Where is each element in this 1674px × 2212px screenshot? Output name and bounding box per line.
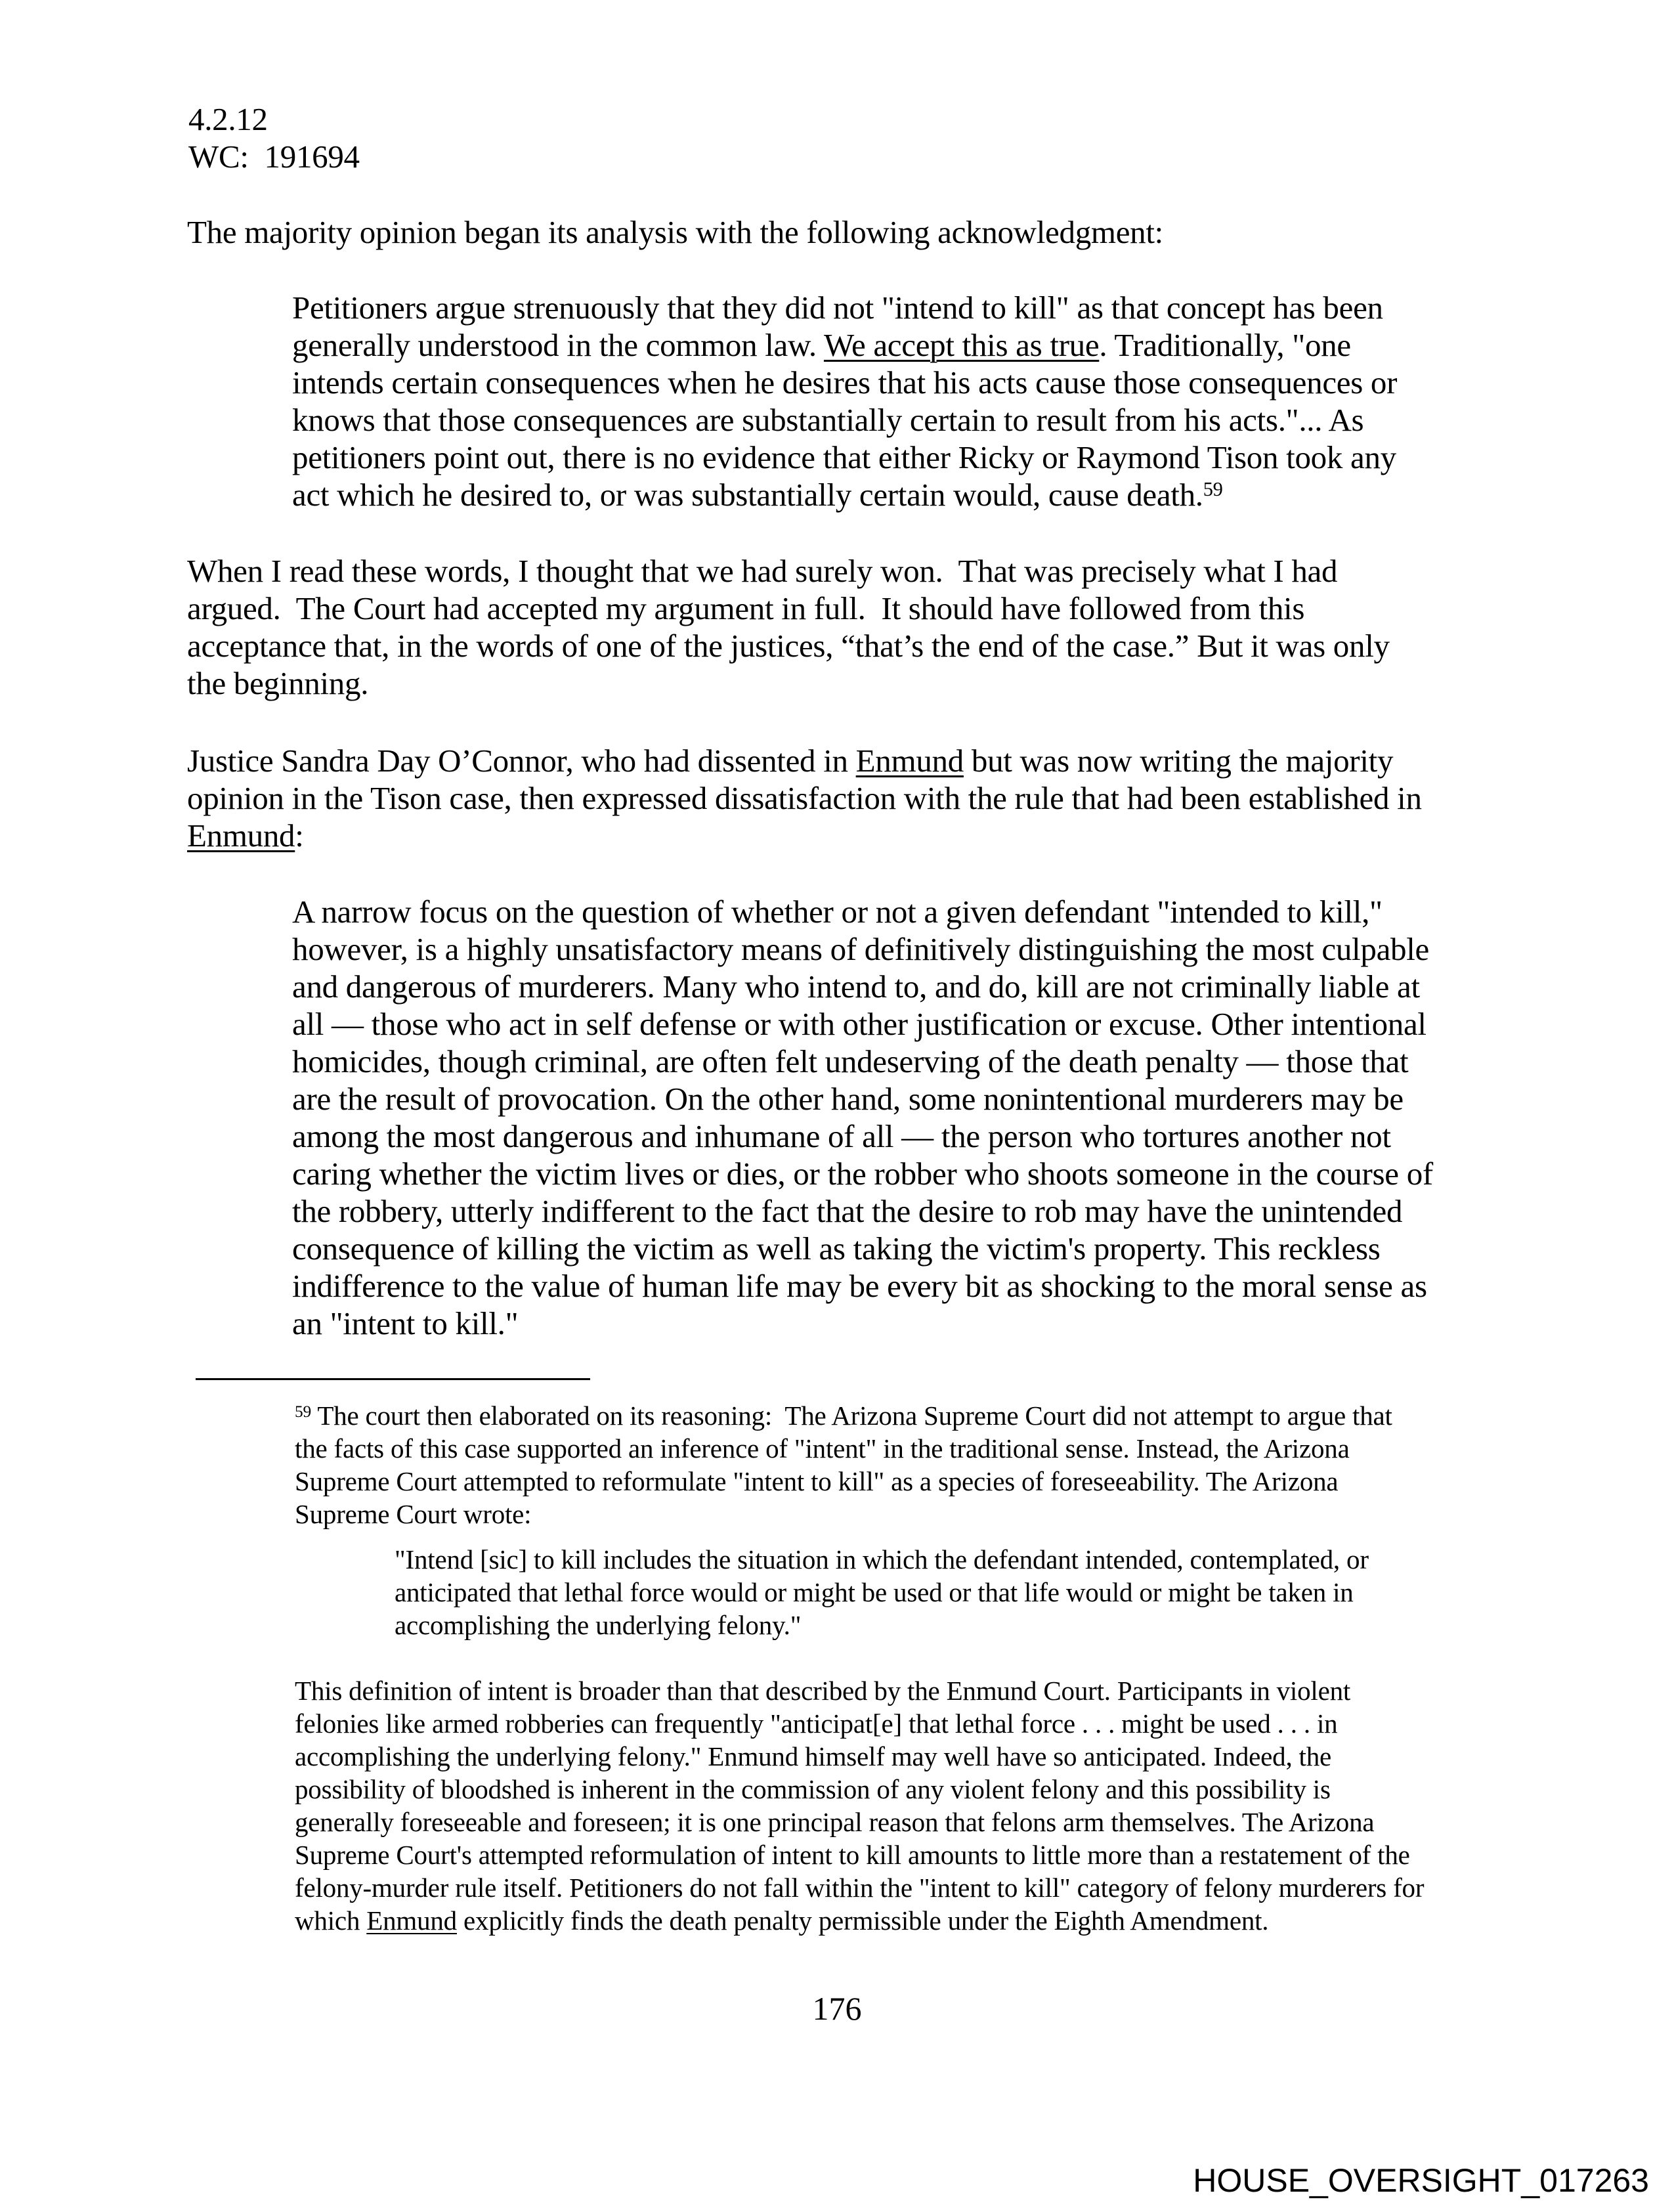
text-line: caring whether the victim lives or dies, or the robber who shoots someone in the course of <box>292 1156 1433 1192</box>
text-line: petitioners point out, there is no evidence that either Ricky or Raymond Tison took any <box>292 439 1396 475</box>
text-line: Enmund: <box>187 817 304 854</box>
header-wordcount-line: WC: 191694 <box>188 139 360 175</box>
text-line: Petitioners argue strenuously that they did not "intend to kill" as that concept has been <box>292 290 1383 326</box>
text-line: felonies like armed robberies can frequently "anticipat[e] that lethal force . . . might be used . . . in <box>295 1708 1338 1739</box>
text-line: the facts of this case supported an inference of "intent" in the traditional sense. Instead, the Arizona <box>295 1433 1350 1464</box>
document-header <box>188 100 360 175</box>
text-line: generally foreseeable and foreseen; it is one principal reason that felons arm themselves. The Arizona <box>295 1807 1375 1837</box>
text-line: felony-murder rule itself. Petitioners do not fall within the "intent to kill" category of felony murderers for <box>295 1873 1425 1903</box>
page-number: 176 <box>812 1990 862 2027</box>
text-line: Supreme Court attempted to reformulate "intent to kill" as a species of foreseeability. The Arizona <box>295 1466 1339 1496</box>
text-line: This definition of intent is broader than that described by the Enmund Court. Participants in violent <box>295 1676 1351 1706</box>
text-line: however, is a highly unsatisfactory means of definitively distinguishing the most culpable <box>292 931 1429 967</box>
text-line: When I read these words, I thought that we had surely won. That was precisely what I had <box>187 553 1338 589</box>
text-line: an "intent to kill." <box>292 1305 519 1341</box>
text-line: all — those who act in self defense or with other justification or excuse. Other intentional <box>292 1006 1427 1042</box>
blockquote-majority-opinion <box>292 289 1397 513</box>
text-line: opinion in the Tison case, then expressed dissatisfaction with the rule that had been established in <box>187 780 1422 816</box>
text-line: $^{59}$ The court then elaborated on its reasoning: The Arizona Supreme Court did not attempt to argue that <box>295 1400 1392 1431</box>
text-line: Supreme Court wrote: <box>295 1499 532 1529</box>
text-line: act which he desired to, or was substantially certain would, cause death.$^{59}$ <box>292 477 1223 513</box>
text-line: intends certain consequences when he desires that his acts cause those consequences or <box>292 364 1398 401</box>
text-line: and dangerous of murderers. Many who intend to, and do, kill are not criminally liable at <box>292 968 1420 1005</box>
text-line: argued. The Court had accepted my argument in full. It should have followed from this <box>187 590 1305 626</box>
footnote-paragraph-1 <box>295 1399 1392 1530</box>
text-line: Supreme Court's attempted reformulation of intent to kill amounts to little more than a restatement of the <box>295 1840 1410 1870</box>
text-line: knows that those consequences are substantially certain to result from his acts."... As <box>292 402 1364 438</box>
text-line: "Intend [sic] to kill includes the situation in which the defendant intended, contemplated, or <box>395 1544 1369 1574</box>
intro-paragraph <box>187 213 1163 251</box>
text-line: the beginning. <box>187 665 369 701</box>
header-revision-line: 4.2.12 <box>188 101 268 137</box>
bates-stamp: HOUSE_OVERSIGHT_017263 <box>1193 2162 1649 2199</box>
text-line: homicides, though criminal, are often felt undeserving of the death penalty — those that <box>292 1043 1409 1079</box>
text-line: anticipated that lethal force would or might be used or that life would or might be taken in <box>395 1577 1354 1607</box>
paragraph-when-i-read <box>187 552 1390 702</box>
text-line: which Enmund explicitly finds the death penalty permissible under the Eighth Amendment. <box>295 1905 1269 1936</box>
text-line: among the most dangerous and inhumane of all — the person who tortures another not <box>292 1118 1391 1154</box>
blockquote-oconnor-dissatisfaction <box>292 893 1433 1342</box>
footnote-paragraph-2 <box>295 1674 1424 1937</box>
text-line: indifference to the value of human life may be every bit as shocking to the moral sense as <box>292 1268 1427 1304</box>
footnote-blockquote <box>395 1543 1369 1641</box>
text-line: possibility of bloodshed is inherent in the commission of any violent felony and this possibility is <box>295 1774 1331 1804</box>
text-line: are the result of provocation. On the other hand, some nonintentional murderers may be <box>292 1081 1404 1117</box>
text-line: generally understood in the common law. We accept this as true. Traditionally, "one <box>292 327 1351 363</box>
paragraph-oconnor <box>187 742 1422 854</box>
text-line: acceptance that, in the words of one of the justices, “that’s the end of the case.” But it was only <box>187 628 1390 664</box>
intro-paragraph-line: The majority opinion began its analysis with the following acknowledgment: <box>187 214 1163 250</box>
text-line: A narrow focus on the question of whether or not a given defendant "intended to kill," <box>292 894 1383 930</box>
text-line: Justice Sandra Day O’Connor, who had dissented in Enmund but was now writing the majority <box>187 743 1394 779</box>
text-line: accomplishing the underlying felony." Enmund himself may well have so anticipated. Indeed, the <box>295 1741 1332 1771</box>
text-line: the robbery, utterly indifferent to the fact that the desire to rob may have the unintended <box>292 1193 1403 1229</box>
footnote-separator <box>196 1378 590 1380</box>
text-line: accomplishing the underlying felony." <box>395 1610 802 1640</box>
text-line: consequence of killing the victim as well as taking the victim's property. This reckless <box>292 1230 1381 1267</box>
